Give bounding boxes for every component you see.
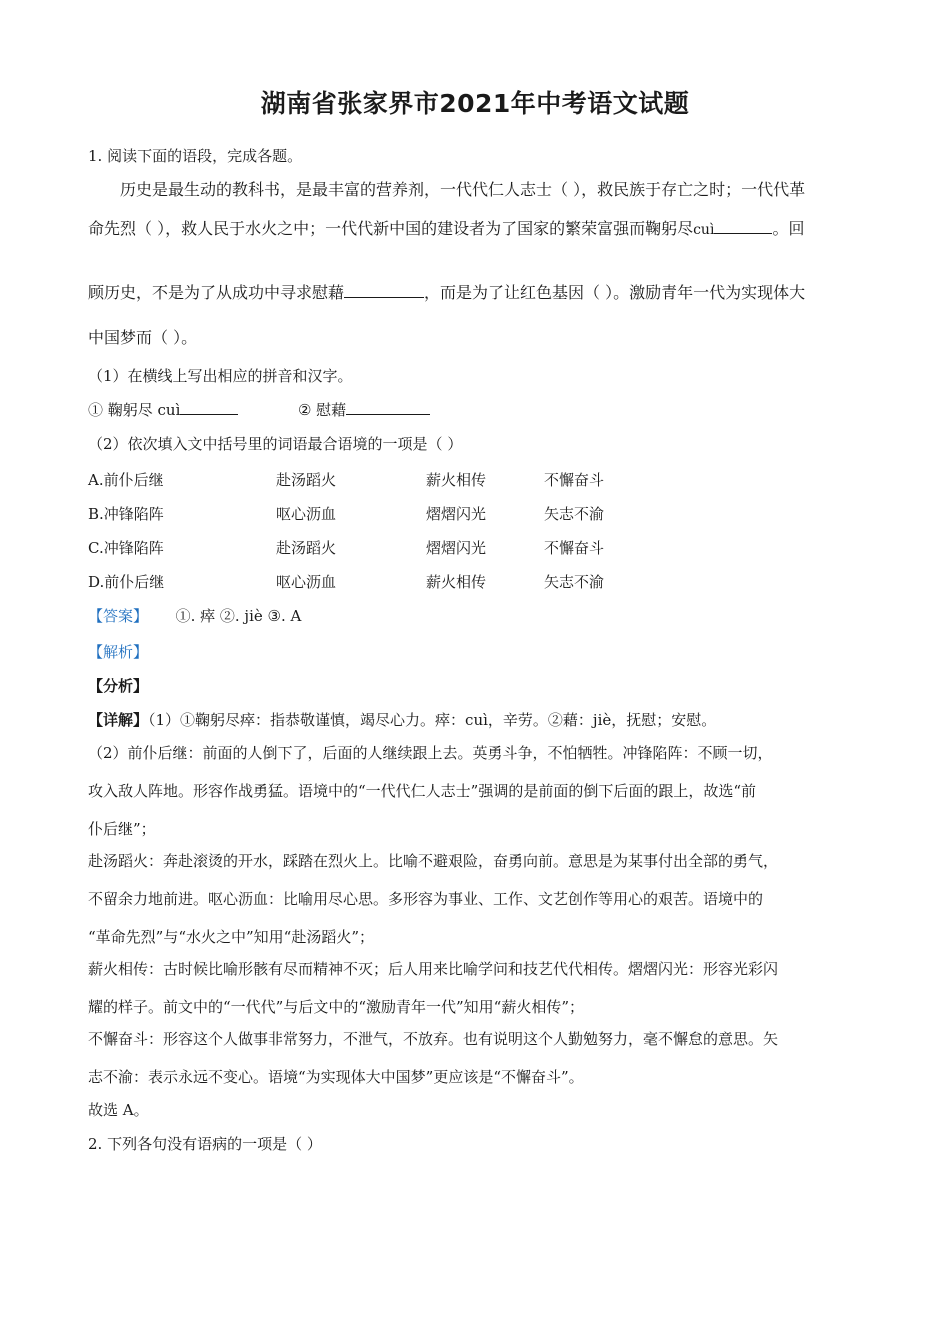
item-cui: ① 鞠躬尽 cuì xyxy=(88,401,181,419)
sub-question-1-items xyxy=(88,398,430,420)
detail-line: 不留余力地前进。呕心沥血：比喻用尽心思。多形容为事业、工作、文艺创作等用心的艰苦。语境中的 xyxy=(88,890,764,908)
page-title: 湖南省张家界市2021年中考语文试题 xyxy=(260,89,690,118)
answer-row xyxy=(88,606,301,626)
option-a-4: 不懈奋斗 xyxy=(544,471,605,489)
detail-line: “革命先烈”与“水火之中”知用“赴汤蹈火”； xyxy=(88,928,375,946)
blank-answer-jie xyxy=(346,398,430,415)
option-b-1: B.冲锋陷阵 xyxy=(88,505,164,523)
blank-weijie xyxy=(344,281,424,298)
passage-line-3-text: 顾历史，不是为了从成功中寻求慰藉 xyxy=(88,283,345,302)
option-b-2: 呕心沥血 xyxy=(276,505,337,523)
option-a-3: 薪火相传 xyxy=(426,471,487,489)
option-c-1: C.冲锋陷阵 xyxy=(88,539,164,557)
option-d-2: 呕心沥血 xyxy=(276,573,337,591)
detail-line: 耀的样子。前文中的“一代代”与后文中的“激励青年一代”知用“薪火相传”； xyxy=(88,998,585,1016)
passage-line-2-text: 命先烈（ ），救人民于水火之中；一代代新中国的建设者为了国家的繁荣富强而鞠躬尽 xyxy=(88,219,694,238)
detail-line: 赴汤蹈火：奔赴滚烫的开水，踩踏在烈火上。比喻不避艰险，奋勇向前。意思是为某事付出全部的勇气， xyxy=(88,852,779,870)
passage-line-3-end: ，而是为了让红色基因（ ）。激励青年一代为实现体大 xyxy=(424,283,806,302)
fenxi-label: 【分析】 xyxy=(88,677,149,695)
passage-line-3 xyxy=(88,281,805,303)
analysis-label: 【解析】 xyxy=(88,643,149,661)
option-a-2: 赴汤蹈火 xyxy=(276,471,337,489)
blank-cui xyxy=(714,217,772,234)
question-1-stem: 1. 阅读下面的语段，完成各题。 xyxy=(88,147,303,165)
item-weijie: ② 慰藉 xyxy=(297,401,347,419)
detail-line: 薪火相传：古时候比喻形骸有尽而精神不灭；后人用来比喻学问和技艺代代相传。熠熠闪光：形容光彩闪 xyxy=(88,960,779,978)
passage-line-4: 中国梦而（ ）。 xyxy=(88,328,198,347)
option-c-2: 赴汤蹈火 xyxy=(276,539,337,557)
passage-line-2 xyxy=(88,217,804,240)
detail-line: 志不渝：表示永远不变心。语境“为实现体大中国梦”更应该是“不懈奋斗”。 xyxy=(88,1068,584,1086)
detail-line: 攻入敌人阵地。形容作战勇猛。语境中的“一代代仁人志士”强调的是前面的倒下后面的跟上，故选“前 xyxy=(88,782,757,800)
answer-label: 【答案】 xyxy=(88,607,149,625)
detail-row-1 xyxy=(88,710,716,730)
pinyin-cui: cuì xyxy=(693,222,715,238)
option-b-4: 矢志不渝 xyxy=(544,505,605,523)
option-a-1: A.前仆后继 xyxy=(88,471,164,489)
sub-question-1: （1）在横线上写出相应的拼音和汉字。 xyxy=(88,367,353,385)
option-b-3: 熠熠闪光 xyxy=(426,505,487,523)
detail-line: 仆后继”； xyxy=(88,820,156,838)
passage-line-2-end: 。回 xyxy=(772,219,805,238)
option-d-3: 薪火相传 xyxy=(426,573,487,591)
answer-text: ①. 瘁 ②. jiè ③. A xyxy=(175,607,302,625)
detail-text-1: （1）①鞠躬尽瘁：指恭敬谨慎，竭尽心力。瘁：cuì，辛劳。②藉：jiè，抚慰；安慰。 xyxy=(148,711,717,729)
blank-answer-cui xyxy=(180,398,238,415)
option-d-1: D.前仆后继 xyxy=(88,573,165,591)
option-d-4: 矢志不渝 xyxy=(544,573,605,591)
question-2-stem: 2. 下列各句没有语病的一项是（ ） xyxy=(88,1135,322,1153)
option-c-3: 熠熠闪光 xyxy=(426,539,487,557)
option-c-4: 不懈奋斗 xyxy=(544,539,605,557)
conclusion-line: 故选 A。 xyxy=(88,1101,149,1119)
detail-line: 不懈奋斗：形容这个人做事非常努力，不泄气，不放弃。也有说明这个人勤勉努力，毫不懈怠的意思。矢 xyxy=(88,1030,779,1048)
detail-label: 【详解】 xyxy=(88,711,149,729)
sub-question-2: （2）依次填入文中括号里的词语最合语境的一项是（ ） xyxy=(88,435,463,453)
passage-line-1: 历史是最生动的教科书，是最丰富的营养剂，一代代仁人志士（ ），救民族于存亡之时；一代代革 xyxy=(120,180,806,199)
detail-line: （2）前仆后继：前面的人倒下了，后面的人继续跟上去。英勇斗争，不怕牺牲。冲锋陷阵：不顾一切， xyxy=(88,744,773,762)
